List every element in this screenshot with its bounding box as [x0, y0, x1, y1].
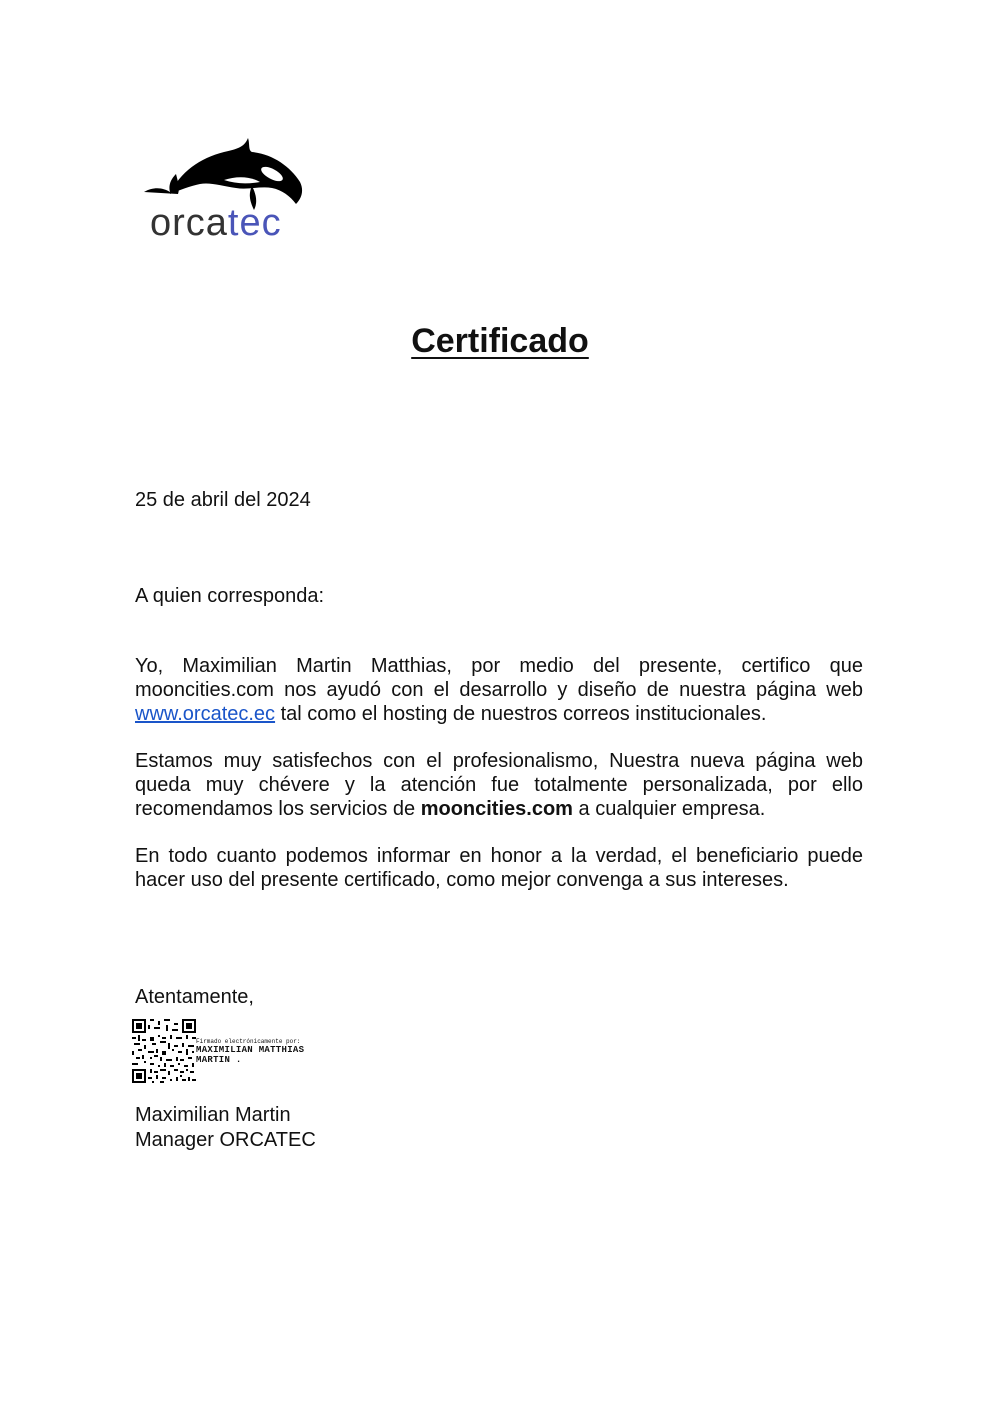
- orcatec-logo: [140, 132, 310, 252]
- salutation: A quien corresponda:: [135, 585, 325, 607]
- document-date: 25 de abril del 2024: [135, 489, 311, 511]
- logo-text-orca: orca: [150, 202, 228, 244]
- esign-label: Firmado electrónicamente por:: [196, 1038, 301, 1045]
- paragraph-1-text-a: Yo, Maximilian Martin Matthias, por medio del presente, certifico que mooncities.com nos ayudó con el desarrollo y diseño de nuestra página web: [135, 655, 863, 701]
- paragraph-3: En todo cuanto podemos informar en honor a la verdad, el beneficiario puede hacer uso del presente certificado, como mejor convenga a sus intereses.: [135, 845, 863, 891]
- paragraph-2-text-a: Estamos muy satisfechos con el profesionalismo, Nuestra nueva página web queda muy chévere y la atención fue totalmente personalizada, por ello recomendamos los servicios de: [135, 750, 863, 820]
- qr-code-icon: [132, 1019, 196, 1083]
- signer-role: Manager ORCATEC: [135, 1129, 316, 1151]
- closing: Atentamente,: [135, 986, 254, 1008]
- orca-whale-icon: [140, 132, 310, 212]
- website-link[interactable]: www.orcatec.ec: [135, 703, 276, 725]
- logo-wordmark: [150, 204, 282, 242]
- paragraph-2-text-b: a cualquier empresa.: [572, 798, 766, 820]
- company-name-bold: mooncities.com: [420, 798, 573, 820]
- page-title: Certificado: [411, 322, 589, 360]
- esign-name-line-1: MAXIMILIAN MATTHIAS: [196, 1045, 305, 1055]
- paragraph-1-text-b: tal como el hosting de nuestros correos institucionales.: [275, 703, 767, 725]
- logo-text-tec: tec: [227, 202, 282, 244]
- paragraph-1: [135, 654, 863, 726]
- electronic-signature: [196, 1038, 304, 1065]
- signer-name: Maximilian Martin: [135, 1104, 291, 1126]
- esign-name-line-2: MARTIN .: [196, 1055, 242, 1065]
- paragraph-2: [135, 749, 863, 821]
